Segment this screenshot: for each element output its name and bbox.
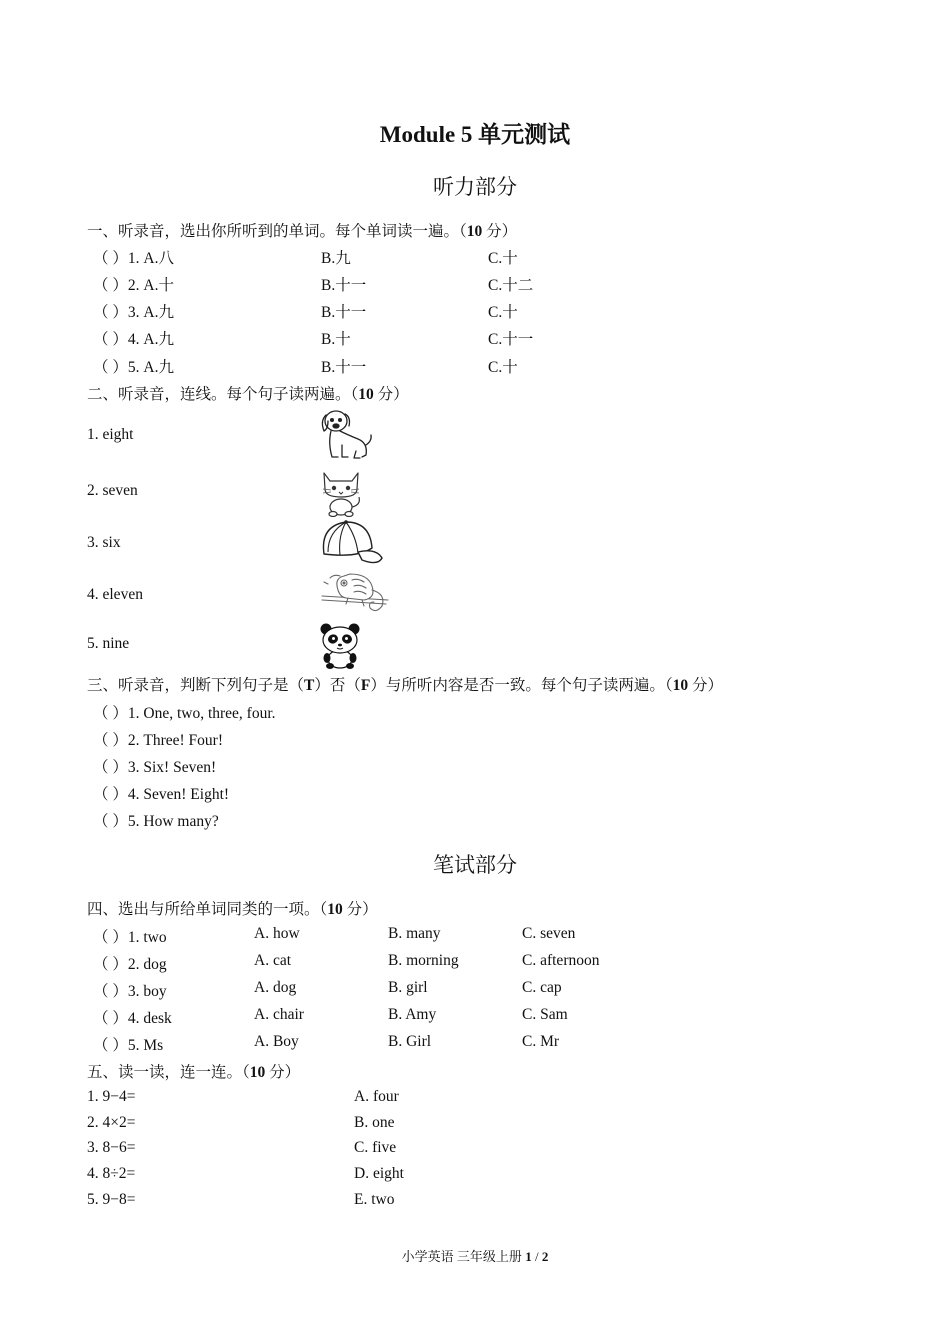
s4-q4-a: A. chair bbox=[254, 1006, 304, 1023]
s5-left-5: 5. 9−8= bbox=[87, 1191, 136, 1208]
s4-q2-c: C. afternoon bbox=[522, 952, 600, 969]
s3-q3: （ ）3. Six! Seven! bbox=[93, 759, 217, 776]
s3-q2: （ ）2. Three! Four! bbox=[93, 732, 223, 749]
section3-heading: 三、听录音，判断下列句子是（T）否（F）与所听内容是否一致。每个句子读两遍。（10 分） bbox=[87, 677, 723, 694]
s4-q3: （ ）3. boy bbox=[93, 983, 167, 1000]
s4-q3-c: C. cap bbox=[522, 979, 562, 996]
footer-page-number: 1 bbox=[525, 1249, 532, 1264]
writing-section-title: 笔试部分 bbox=[433, 853, 517, 877]
s4-q1-b: B. many bbox=[388, 925, 441, 942]
s2-item-seven: 2. seven bbox=[87, 482, 138, 499]
s1-q4-c: C.十一 bbox=[488, 331, 534, 348]
s3-q4: （ ）4. Seven! Eight! bbox=[93, 786, 230, 803]
s4-q5: （ ）5. Ms bbox=[93, 1037, 164, 1054]
s3-q1: （ ）1. One, two, three, four. bbox=[93, 705, 276, 722]
section1-heading: 一、听录音，选出你所听到的单词。每个单词读一遍。（10 分） bbox=[87, 223, 518, 240]
s1-q2-c: C.十二 bbox=[488, 277, 534, 294]
listening-section-title: 听力部分 bbox=[433, 175, 517, 199]
section5-heading: 五、读一读，连一连。（10 分） bbox=[87, 1064, 301, 1081]
dog-picture bbox=[318, 405, 374, 465]
s4-q3-a: A. dog bbox=[254, 979, 297, 996]
s5-right-b: B. one bbox=[354, 1114, 395, 1131]
s5-left-1: 1. 9−4= bbox=[87, 1088, 136, 1105]
s2-item-nine: 5. nine bbox=[87, 635, 130, 652]
cat-picture bbox=[319, 467, 363, 517]
s2-item-eleven: 4. eleven bbox=[87, 586, 143, 603]
s4-q5-c: C. Mr bbox=[522, 1033, 560, 1050]
s1-q1-c: C.十 bbox=[488, 250, 518, 267]
s1-q2-b: B.十一 bbox=[321, 277, 367, 294]
s1-q1-b: B.九 bbox=[321, 250, 351, 267]
s4-q2: （ ）2. dog bbox=[93, 956, 167, 973]
s1-q3-c: C.十 bbox=[488, 304, 518, 321]
s5-right-c: C. five bbox=[354, 1139, 397, 1156]
page-title: Module 5 单元测试 bbox=[379, 122, 571, 147]
s4-q4-b: B. Amy bbox=[388, 1006, 437, 1023]
section4-heading: 四、选出与所给单词同类的一项。（10 分） bbox=[87, 901, 378, 918]
s2-item-six: 3. six bbox=[87, 534, 121, 551]
s1-q1: （ ）1. A.八 bbox=[93, 250, 174, 267]
s1-q5: （ ）5. A.九 bbox=[93, 359, 174, 376]
s4-q5-b: B. Girl bbox=[388, 1033, 432, 1050]
s4-q3-b: B. girl bbox=[388, 979, 428, 996]
s5-right-a: A. four bbox=[354, 1088, 399, 1105]
s3-q5: （ ）5. How many? bbox=[93, 813, 219, 830]
s5-left-3: 3. 8−6= bbox=[87, 1139, 136, 1156]
s4-q5-a: A. Boy bbox=[254, 1033, 299, 1050]
chameleon-picture bbox=[320, 570, 390, 616]
s1-q2: （ ）2. A.十 bbox=[93, 277, 174, 294]
s4-q4-c: C. Sam bbox=[522, 1006, 568, 1023]
s1-q3-b: B.十一 bbox=[321, 304, 367, 321]
s1-q3: （ ）3. A.九 bbox=[93, 304, 174, 321]
s2-item-eight: 1. eight bbox=[87, 426, 134, 443]
s4-q1: （ ）1. two bbox=[93, 929, 167, 946]
s4-q1-c: C. seven bbox=[522, 925, 576, 942]
s4-q4: （ ）4. desk bbox=[93, 1010, 172, 1027]
panda-picture bbox=[317, 623, 363, 669]
s4-q2-b: B. morning bbox=[388, 952, 459, 969]
s1-q4-b: B.十 bbox=[321, 331, 351, 348]
s5-left-4: 4. 8÷2= bbox=[87, 1165, 136, 1182]
section2-heading: 二、听录音，连线。每个句子读两遍。（10 分） bbox=[87, 386, 409, 403]
s1-q4: （ ）4. A.九 bbox=[93, 331, 174, 348]
s5-right-d: D. eight bbox=[354, 1165, 404, 1182]
cap-picture bbox=[318, 518, 384, 568]
s5-right-e: E. two bbox=[354, 1191, 395, 1208]
footer-page-total: 2 bbox=[541, 1249, 549, 1264]
s5-left-2: 2. 4×2= bbox=[87, 1114, 136, 1131]
s4-q2-a: A. cat bbox=[254, 952, 292, 969]
s1-q5-c: C.十 bbox=[488, 359, 518, 376]
s1-q5-b: B.十一 bbox=[321, 359, 367, 376]
page-footer: 小学英语 三年级上册 1 / 2 bbox=[401, 1249, 549, 1264]
s4-q1-a: A. how bbox=[254, 925, 300, 942]
